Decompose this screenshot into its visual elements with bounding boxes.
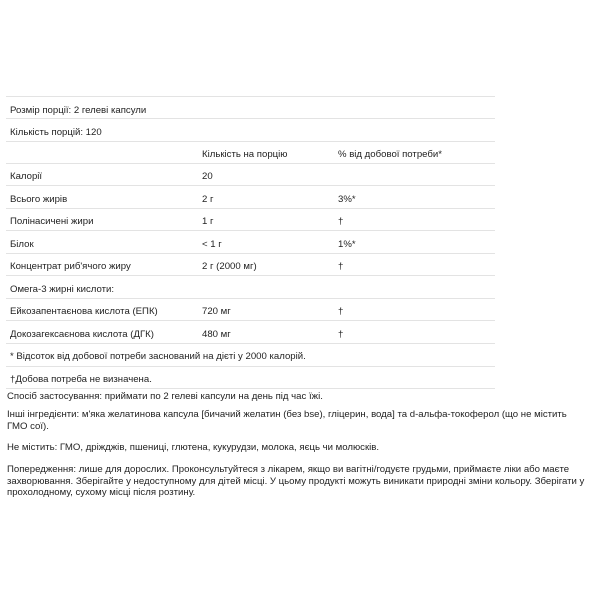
warnings-text: Попередження: лише для дорослих. Проконсультуйтеся з лікарем, якщо ви вагітні/годуєте грудьми, приймаєте ліки або маєте захворювання. Зберігайте у недоступному для дітей місці. У цьому продукті можуть виникати природні зміни кольору. Зберігати у прохолодному, сухому місці після розтину. <box>7 464 585 498</box>
nutrient-dv: † <box>338 261 344 272</box>
nutrient-amount: 20 <box>202 171 213 182</box>
nutrient-dv: † <box>338 329 344 340</box>
nutrient-name: Всього жирів <box>10 194 68 205</box>
nutrient-amount: 1 г <box>202 216 214 227</box>
nutrient-name: Концентрат риб'ячого жиру <box>10 261 131 272</box>
table-row <box>6 299 495 321</box>
table-header-row <box>6 142 495 164</box>
table-row <box>6 321 495 344</box>
usage-text: Спосіб застосування: приймати по 2 гелеві капсули на день під час їжі. <box>7 391 323 402</box>
serving-size: Розмір порції: 2 гелеві капсули <box>10 105 147 116</box>
nutrient-name: Білок <box>10 239 34 250</box>
column-header-amount: Кількість на порцію <box>202 149 288 160</box>
table-row <box>6 254 495 276</box>
serving-size-row <box>6 96 495 119</box>
nutrient-dv: † <box>338 306 344 317</box>
nutrient-dv: 3%* <box>338 194 356 205</box>
footnote-row <box>6 367 495 389</box>
nutrient-name: Ейкозапентаєнова кислота (ЕПК) <box>10 306 158 317</box>
table-row <box>6 276 495 299</box>
nutrient-name: Омега-3 жирні кислоти: <box>10 284 115 295</box>
servings-per-container-row <box>6 119 495 142</box>
table-row <box>6 164 495 186</box>
nutrient-name: Докозагексаєнова кислота (ДГК) <box>10 329 154 340</box>
servings-per-container: Кількість порцій: 120 <box>10 127 102 138</box>
column-header-dv: % від добової потреби* <box>338 149 442 160</box>
nutrient-name: Полінасичені жири <box>10 216 94 227</box>
footnote-row <box>6 344 495 367</box>
other-ingredients-text: Інші інгредієнти: м'яка желатинова капсула [бичачий желатин (без bse), гліцерин, вода] та d-альфа-токоферол (що не містить ГМО сої). <box>7 409 567 432</box>
free-of-text: Не містить: ГМО, дріжджів, пшениці, глютена, кукурудзи, молока, яєць чи молюсків. <box>7 442 380 453</box>
nutrient-amount: 2 г <box>202 194 214 205</box>
footnote-dv-not-established: †Добова потреба не визначена. <box>10 374 152 385</box>
nutrient-name: Калорії <box>10 171 43 182</box>
table-row <box>6 186 495 209</box>
nutrient-amount: 2 г (2000 мг) <box>202 261 257 272</box>
nutrient-dv: 1%* <box>338 239 356 250</box>
footnote-dv-basis: * Відсоток від добової потреби заснований на дієті у 2000 калорій. <box>10 351 306 362</box>
nutrient-amount: 720 мг <box>202 306 231 317</box>
nutrient-amount: 480 мг <box>202 329 231 340</box>
table-row <box>6 209 495 231</box>
table-row <box>6 231 495 254</box>
nutrient-dv: † <box>338 216 344 227</box>
supplement-facts-table <box>6 96 495 389</box>
nutrient-amount: < 1 г <box>202 239 222 250</box>
